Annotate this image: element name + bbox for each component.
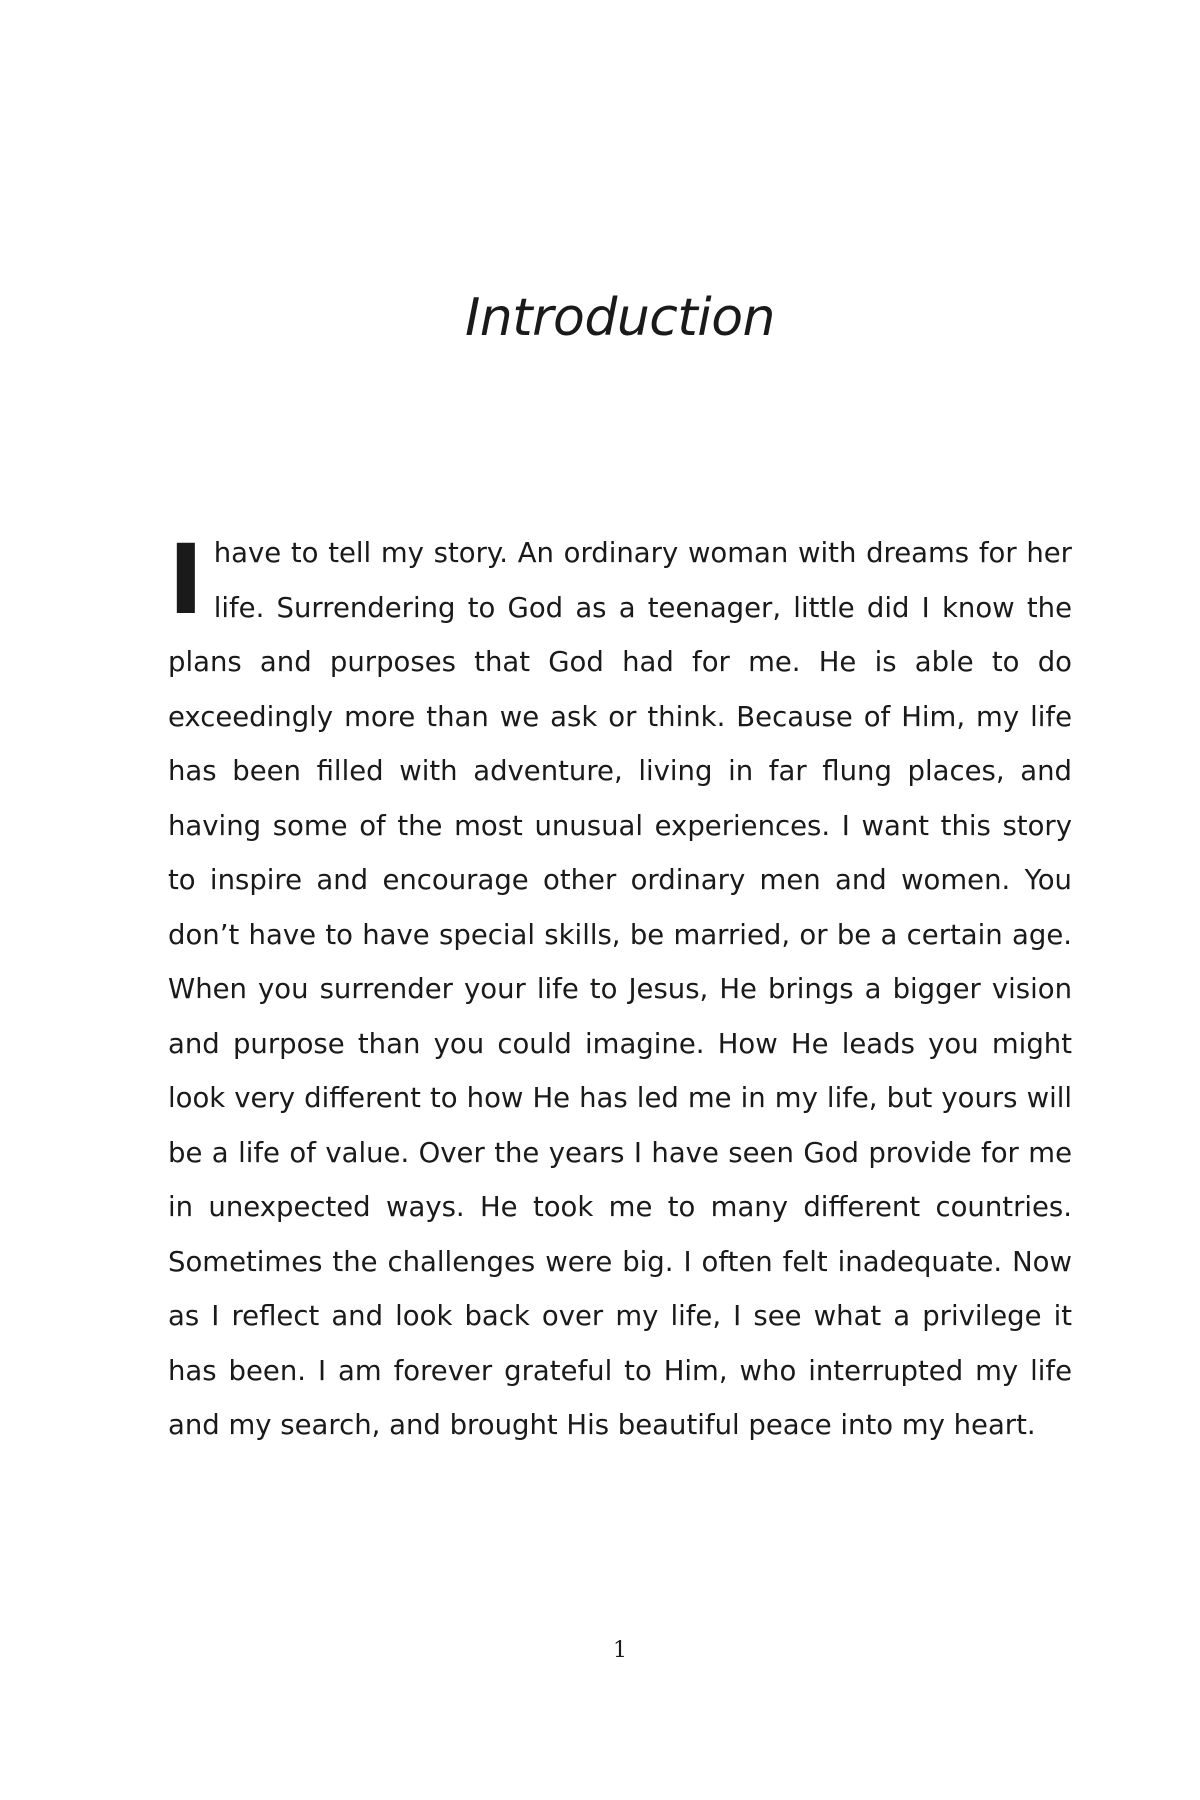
chapter-title: Introduction [464,288,776,348]
page-number: 1 [613,1638,627,1663]
drop-cap: I [168,524,204,636]
paragraph-text: have to tell my story. An ordinary woman with dreams for her life. Surrendering to God as a teenager, little did I know the plans and purposes that God had for me. He is able to do exceedingly more than we ask or think. Because of Him, my life has been filled with adventure, living in far flung places, and having some of the most unusual experiences. I want this story to inspire and encourage other ordinary men and women. You don’t have to have special skills, be married, or be a certain age. When you surrender your life to Jesus, He brings a bigger vision and purpose than you could imagine. How He leads you might look very different to how He has led me in my life, but yours will be a life of value. Over the years I have seen God provide for me in unexpected ways. He took me to many different countries. Sometimes the challenges were big. I often felt inadequate. Now as I reflect and look back over my life, I see what a privilege it has been. I am forever grateful to Him, who interrupted my life and my search, and brought His beautiful peace into my heart. [168,537,1072,1441]
body-paragraph [168,526,1072,1453]
